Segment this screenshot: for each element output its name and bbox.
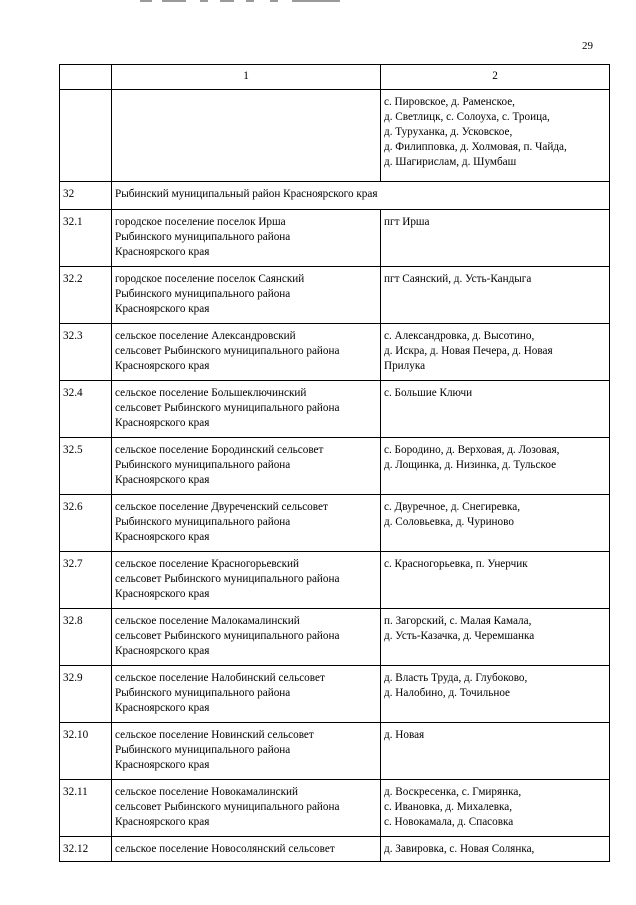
settlement-name: сельское поселение Александровский сельсовет Рыбинского муниципального района Красноярского края	[112, 324, 381, 381]
settlement-name: сельское поселение Налобинский сельсовет Рыбинского муниципального района Красноярского края	[112, 666, 381, 723]
continued-row	[60, 90, 610, 182]
settlement-name: городское поселение поселок Саянский Рыбинского муниципального района Красноярского края	[112, 267, 381, 324]
row-number: 32.3	[60, 324, 112, 381]
page-number: 29	[582, 40, 593, 52]
continued-num-cell	[60, 90, 112, 182]
settlement-localities: п. Загорский, с. Малая Камала, д. Усть-Казачка, д. Черемшанка	[381, 609, 610, 666]
settlement-name: сельское поселение Малокамалинский сельсовет Рыбинского муниципального района Красноярского края	[112, 609, 381, 666]
settlement-name: сельское поселение Новосолянский сельсовет	[112, 837, 381, 862]
settlement-localities: с. Красногорьевка, п. Унерчик	[381, 552, 610, 609]
row-number: 32.4	[60, 381, 112, 438]
table-row	[60, 780, 610, 837]
row-number: 32.1	[60, 210, 112, 267]
continued-name-cell	[112, 90, 381, 182]
row-number: 32.7	[60, 552, 112, 609]
settlement-localities: с. Большие Ключи	[381, 381, 610, 438]
settlement-name: сельское поселение Большеключинский сельсовет Рыбинского муниципального района Красноярского края	[112, 381, 381, 438]
row-number: 32.12	[60, 837, 112, 862]
row-number: 32.9	[60, 666, 112, 723]
continued-localities-cell: с. Пировское, д. Раменское, д. Светлицк, с. Солоуха, с. Троица, д. Туруханка, д. Усковское, д. Филипповка, д. Холмовая, п. Чайда, д. Шагирислам, д. Шумбаш	[381, 90, 610, 182]
row-number: 32.11	[60, 780, 112, 837]
district-number: 32	[60, 182, 112, 210]
settlement-localities: с. Двуречное, д. Снегиревка, д. Соловьевка, д. Чуриново	[381, 495, 610, 552]
settlement-localities: пгт Ирша	[381, 210, 610, 267]
table-row	[60, 210, 610, 267]
row-number: 32.6	[60, 495, 112, 552]
top-scan-marks	[140, 0, 350, 4]
settlement-name: сельское поселение Новокамалинский сельсовет Рыбинского муниципального района Красноярского края	[112, 780, 381, 837]
table-row	[60, 495, 610, 552]
table-row	[60, 381, 610, 438]
settlement-name: сельское поселение Бородинский сельсовет Рыбинского муниципального района Красноярского края	[112, 438, 381, 495]
table-header-row	[60, 65, 610, 90]
settlements-table	[59, 64, 610, 862]
settlement-localities: с. Бородино, д. Верховая, д. Лозовая, д. Лощинка, д. Низинка, д. Тульское	[381, 438, 610, 495]
settlement-name: сельское поселение Новинский сельсовет Рыбинского муниципального района Красноярского края	[112, 723, 381, 780]
settlement-localities: д. Завировка, с. Новая Солянка,	[381, 837, 610, 862]
header-cell-number	[60, 65, 112, 90]
settlement-name: сельское поселение Двуреченский сельсовет Рыбинского муниципального района Красноярского края	[112, 495, 381, 552]
table-row	[60, 438, 610, 495]
district-name: Рыбинский муниципальный район Красноярского края	[112, 182, 610, 210]
settlement-localities: пгт Саянский, д. Усть-Кандыга	[381, 267, 610, 324]
table-row	[60, 723, 610, 780]
row-number: 32.10	[60, 723, 112, 780]
row-number: 32.2	[60, 267, 112, 324]
table-row	[60, 837, 610, 862]
settlement-localities: д. Новая	[381, 723, 610, 780]
district-row	[60, 182, 610, 210]
settlement-name: городское поселение поселок Ирша Рыбинского муниципального района Красноярского края	[112, 210, 381, 267]
header-cell-1: 1	[112, 65, 381, 90]
table-row	[60, 267, 610, 324]
header-cell-2: 2	[381, 65, 610, 90]
table-row	[60, 609, 610, 666]
settlement-name: сельское поселение Красногорьевский сельсовет Рыбинского муниципального района Красноярского края	[112, 552, 381, 609]
table-row	[60, 552, 610, 609]
settlement-localities: д. Власть Труда, д. Глубоково, д. Налобино, д. Точильное	[381, 666, 610, 723]
settlement-localities: д. Воскресенка, с. Гмирянка, с. Ивановка, д. Михалевка, с. Новокамала, д. Спасовка	[381, 780, 610, 837]
row-number: 32.5	[60, 438, 112, 495]
table-row	[60, 666, 610, 723]
settlement-localities: с. Александровка, д. Высотино, д. Искра, д. Новая Печера, д. Новая Прилука	[381, 324, 610, 381]
table-row	[60, 324, 610, 381]
row-number: 32.8	[60, 609, 112, 666]
